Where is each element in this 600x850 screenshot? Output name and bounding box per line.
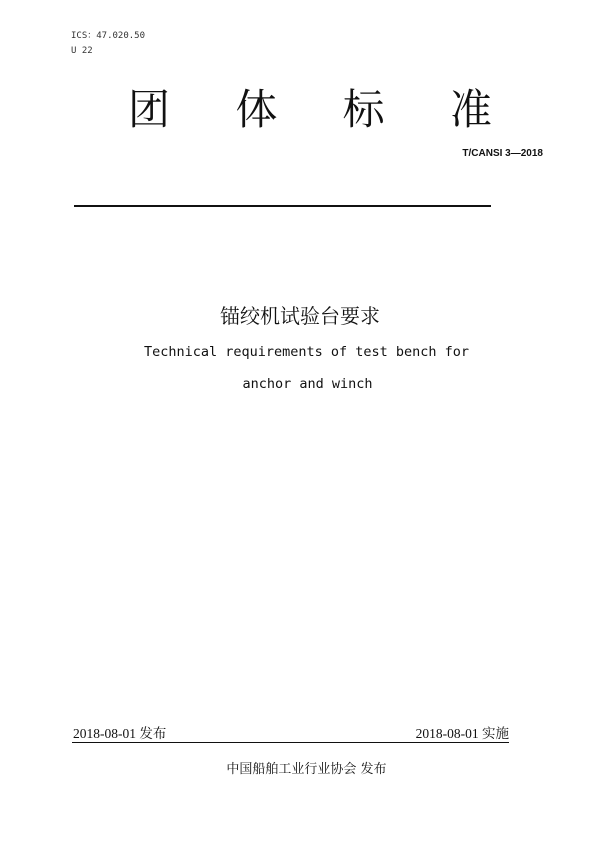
- date-divider: [72, 742, 509, 743]
- doc-type-char: 团: [128, 85, 171, 134]
- document-type-heading: [110, 80, 510, 140]
- ics-code: ICS：47.020.50: [71, 31, 146, 41]
- doc-type-char: 体: [235, 85, 278, 134]
- title-english-line2: anchor and winch: [242, 376, 373, 392]
- doc-type-char: 准: [449, 85, 492, 134]
- title-chinese: 锚绞机试验台要求: [220, 304, 380, 328]
- header-divider: [74, 205, 491, 207]
- publish-date: 2018-08-01 发布: [73, 726, 167, 741]
- standard-number: T/CANSI 3—2018: [462, 148, 543, 159]
- publisher: 中国船舶工业行业协会 发布: [226, 762, 387, 777]
- title-english-line1: Technical requirements of test bench for: [143, 344, 470, 360]
- doc-type-char: 标: [342, 85, 385, 134]
- ccs-code: U 22: [71, 46, 93, 56]
- implementation-date: 2018-08-01 实施: [415, 726, 509, 741]
